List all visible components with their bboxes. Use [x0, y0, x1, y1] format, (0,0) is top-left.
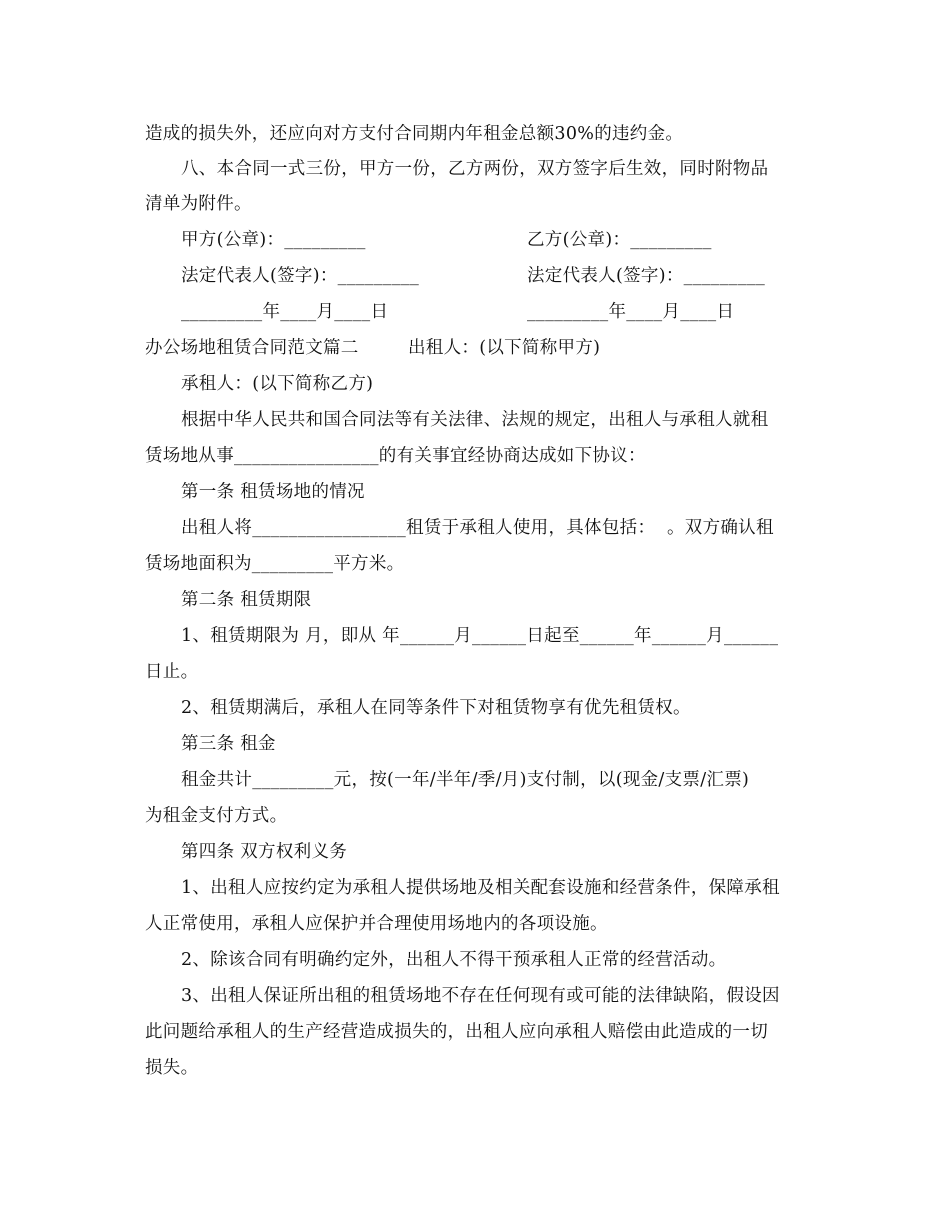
text-line-17: 2、租赁期满后，承租人在同等条件下对租赁物享有优先租赁权。	[181, 698, 691, 718]
text-line-3: 清单为附件。	[145, 194, 252, 214]
text-line-10: 赁场地从事________________的有关事宜经协商达成如下协议：	[145, 446, 646, 466]
text-line-20: 为租金支付方式。	[145, 806, 288, 826]
party-b-rep-line: 法定代表人(签字)：_________	[527, 266, 766, 286]
lessor-line: 出租人：(以下简称甲方)	[408, 338, 601, 358]
party-a-seal-line: 甲方(公章)：_________	[181, 230, 366, 250]
text-line-13: 赁场地面积为_________平方米。	[145, 554, 405, 574]
text-line-22: 1、出租人应按约定为承租人提供场地及相关配套设施和经营条件，保障承租	[181, 878, 780, 898]
text-line-26: 此问题给承租人的生产经营造成损失的，出租人应向承租人赔偿由此造成的一切	[145, 1022, 768, 1042]
text-line-2: 八、本合同一式三份，甲方一份，乙方两份，双方签字后生效，同时附物品	[181, 159, 769, 179]
party-a-date-line: _________年____月____日	[181, 302, 389, 322]
text-line-24: 2、除该合同有明确约定外，出租人不得干预承租人正常的经营活动。	[181, 950, 727, 970]
article-2-heading: 第二条 租赁期限	[181, 590, 312, 610]
text-line-23: 人正常使用，承租人应保护并合理使用场地内的各项设施。	[145, 914, 608, 934]
text-line-16: 日止。	[145, 662, 199, 682]
text-line-27: 损失。	[145, 1058, 199, 1078]
text-line-1: 造成的损失外，还应向对方支付合同期内年租金总额30%的违约金。	[145, 124, 684, 144]
party-b-date-line: _________年____月____日	[527, 302, 735, 322]
article-4-heading: 第四条 双方权利义务	[181, 842, 348, 862]
text-line-9: 根据中华人民共和国合同法等有关法律、法规的规定，出租人与承租人就租	[181, 410, 769, 430]
article-3-heading: 第三条 租金	[181, 734, 276, 754]
article-1-heading: 第一条 租赁场地的情况	[181, 482, 365, 502]
text-line-19: 租金共计_________元，按(一年/半年/季/月)支付制，以(现金/支票/汇票)	[181, 770, 750, 790]
party-a-rep-line: 法定代表人(签字)：_________	[181, 266, 420, 286]
text-line-12: 出租人将_________________租赁于承租人使用，具体包括： 。双方确认租	[181, 518, 774, 538]
text-line-25: 3、出租人保证所出租的租赁场地不存在任何现有或可能的法律缺陷，假设因	[181, 986, 780, 1006]
text-line-15: 1、租赁期限为 月，即从 年______月______日起至______年______月______	[181, 626, 779, 646]
lessee-line: 承租人：(以下简称乙方)	[181, 374, 374, 394]
section-title: 办公场地租赁合同范文篇二	[145, 338, 359, 358]
party-b-seal-line: 乙方(公章)：_________	[527, 230, 712, 250]
